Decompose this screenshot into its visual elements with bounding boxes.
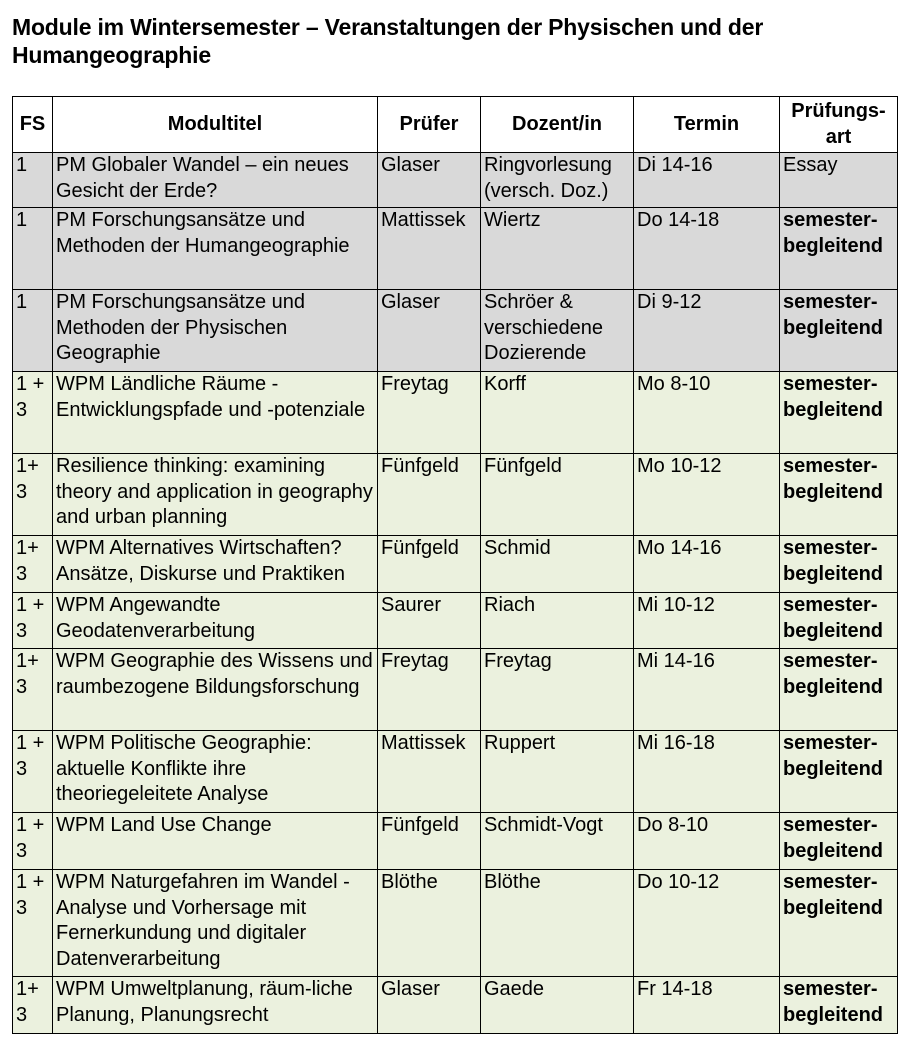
cell-dozent: Ruppert <box>481 731 634 813</box>
module-table <box>12 96 898 1034</box>
cell-modultitel: WPM Angewandte Geodatenverarbeitung <box>53 593 378 649</box>
cell-modultitel: WPM Geographie des Wissens und raumbezogene Bildungsforschung <box>53 649 378 731</box>
cell-pruefungsart: semester-begleitend <box>780 813 898 870</box>
table-row <box>13 372 898 454</box>
header-modultitel: Modultitel <box>53 97 378 153</box>
cell-pruefer: Glaser <box>378 290 481 372</box>
table-row <box>13 731 898 813</box>
cell-pruefungsart: semester-begleitend <box>780 208 898 290</box>
cell-modultitel: WPM Land Use Change <box>53 813 378 870</box>
cell-modultitel: WPM Politische Geographie: aktuelle Konflikte ihre theoriegeleitete Analyse <box>53 731 378 813</box>
cell-dozent: Blöthe <box>481 870 634 977</box>
cell-fs: 1 + 3 <box>13 813 53 870</box>
page-title: Module im Wintersemester – Veranstaltungen der Physischen und der Humangeographie <box>12 14 764 68</box>
cell-fs: 1 + 3 <box>13 870 53 977</box>
cell-fs: 1 + 3 <box>13 372 53 454</box>
header-fs: FS <box>13 97 53 153</box>
table-header-row <box>13 97 898 153</box>
table-body <box>13 153 898 1034</box>
cell-fs: 1 <box>13 208 53 290</box>
cell-fs: 1 <box>13 153 53 208</box>
cell-pruefer: Fünfgeld <box>378 813 481 870</box>
header-termin: Termin <box>634 97 780 153</box>
cell-pruefer: Freytag <box>378 372 481 454</box>
cell-fs: 1+ 3 <box>13 649 53 731</box>
cell-fs: 1+ 3 <box>13 454 53 536</box>
cell-fs: 1 + 3 <box>13 731 53 813</box>
cell-modultitel: WPM Naturgefahren im Wandel - Analyse und Vorhersage mit Fernerkundung und digitaler Datenverarbeitung <box>53 870 378 977</box>
cell-dozent: Freytag <box>481 649 634 731</box>
cell-termin: Mo 8-10 <box>634 372 780 454</box>
cell-termin: Mo 10-12 <box>634 454 780 536</box>
cell-pruefungsart: semester-begleitend <box>780 649 898 731</box>
header-dozent: Dozent/in <box>481 97 634 153</box>
cell-pruefungsart: semester-begleitend <box>780 536 898 593</box>
table-row <box>13 870 898 977</box>
cell-termin: Fr 14-18 <box>634 977 780 1034</box>
cell-pruefer: Mattissek <box>378 731 481 813</box>
table-row <box>13 208 898 290</box>
cell-pruefungsart: semester-begleitend <box>780 870 898 977</box>
cell-pruefer: Mattissek <box>378 208 481 290</box>
cell-termin: Do 10-12 <box>634 870 780 977</box>
cell-pruefungsart: semester-begleitend <box>780 454 898 536</box>
header-pruefungsart: Prüfungs-art <box>780 97 898 153</box>
cell-termin: Do 14-18 <box>634 208 780 290</box>
cell-dozent: Schröer & verschiedene Dozierende <box>481 290 634 372</box>
cell-dozent: Schmid <box>481 536 634 593</box>
cell-modultitel: PM Forschungsansätze und Methoden der Physischen Geographie <box>53 290 378 372</box>
cell-modultitel: WPM Ländliche Räume - Entwicklungspfade und -potenziale <box>53 372 378 454</box>
cell-dozent: Korff <box>481 372 634 454</box>
cell-pruefer: Fünfgeld <box>378 454 481 536</box>
table-row <box>13 536 898 593</box>
cell-pruefungsart: semester-begleitend <box>780 593 898 649</box>
cell-pruefungsart: Essay <box>780 153 898 208</box>
cell-termin: Mi 10-12 <box>634 593 780 649</box>
table-row <box>13 454 898 536</box>
table-row <box>13 977 898 1034</box>
table-row <box>13 649 898 731</box>
cell-modultitel: WPM Alternatives Wirtschaften? Ansätze, Diskurse und Praktiken <box>53 536 378 593</box>
cell-dozent: Riach <box>481 593 634 649</box>
cell-modultitel: WPM Umweltplanung, räum-liche Planung, Planungsrecht <box>53 977 378 1034</box>
table-row <box>13 593 898 649</box>
cell-dozent: Ringvorlesung (versch. Doz.) <box>481 153 634 208</box>
cell-termin: Di 14-16 <box>634 153 780 208</box>
cell-dozent: Fünfgeld <box>481 454 634 536</box>
cell-termin: Di 9-12 <box>634 290 780 372</box>
cell-pruefer: Freytag <box>378 649 481 731</box>
cell-pruefer: Fünfgeld <box>378 536 481 593</box>
cell-modultitel: Resilience thinking: examining theory and application in geography and urban planning <box>53 454 378 536</box>
cell-termin: Do 8-10 <box>634 813 780 870</box>
cell-dozent: Schmidt-Vogt <box>481 813 634 870</box>
cell-termin: Mi 14-16 <box>634 649 780 731</box>
cell-pruefungsart: semester-begleitend <box>780 372 898 454</box>
table-row <box>13 290 898 372</box>
cell-modultitel: PM Globaler Wandel – ein neues Gesicht der Erde? <box>53 153 378 208</box>
cell-pruefungsart: semester-begleitend <box>780 290 898 372</box>
cell-fs: 1+ 3 <box>13 536 53 593</box>
cell-fs: 1 <box>13 290 53 372</box>
cell-termin: Mi 16-18 <box>634 731 780 813</box>
cell-fs: 1+ 3 <box>13 977 53 1034</box>
cell-pruefungsart: semester-begleitend <box>780 731 898 813</box>
cell-fs: 1 + 3 <box>13 593 53 649</box>
header-pruefer: Prüfer <box>378 97 481 153</box>
cell-dozent: Gaede <box>481 977 634 1034</box>
cell-pruefer: Glaser <box>378 977 481 1034</box>
table-row <box>13 153 898 208</box>
cell-pruefungsart: semester-begleitend <box>780 977 898 1034</box>
cell-dozent: Wiertz <box>481 208 634 290</box>
cell-pruefer: Glaser <box>378 153 481 208</box>
table-row <box>13 813 898 870</box>
cell-pruefer: Saurer <box>378 593 481 649</box>
cell-modultitel: PM Forschungsansätze und Methoden der Humangeographie <box>53 208 378 290</box>
cell-termin: Mo 14-16 <box>634 536 780 593</box>
cell-pruefer: Blöthe <box>378 870 481 977</box>
